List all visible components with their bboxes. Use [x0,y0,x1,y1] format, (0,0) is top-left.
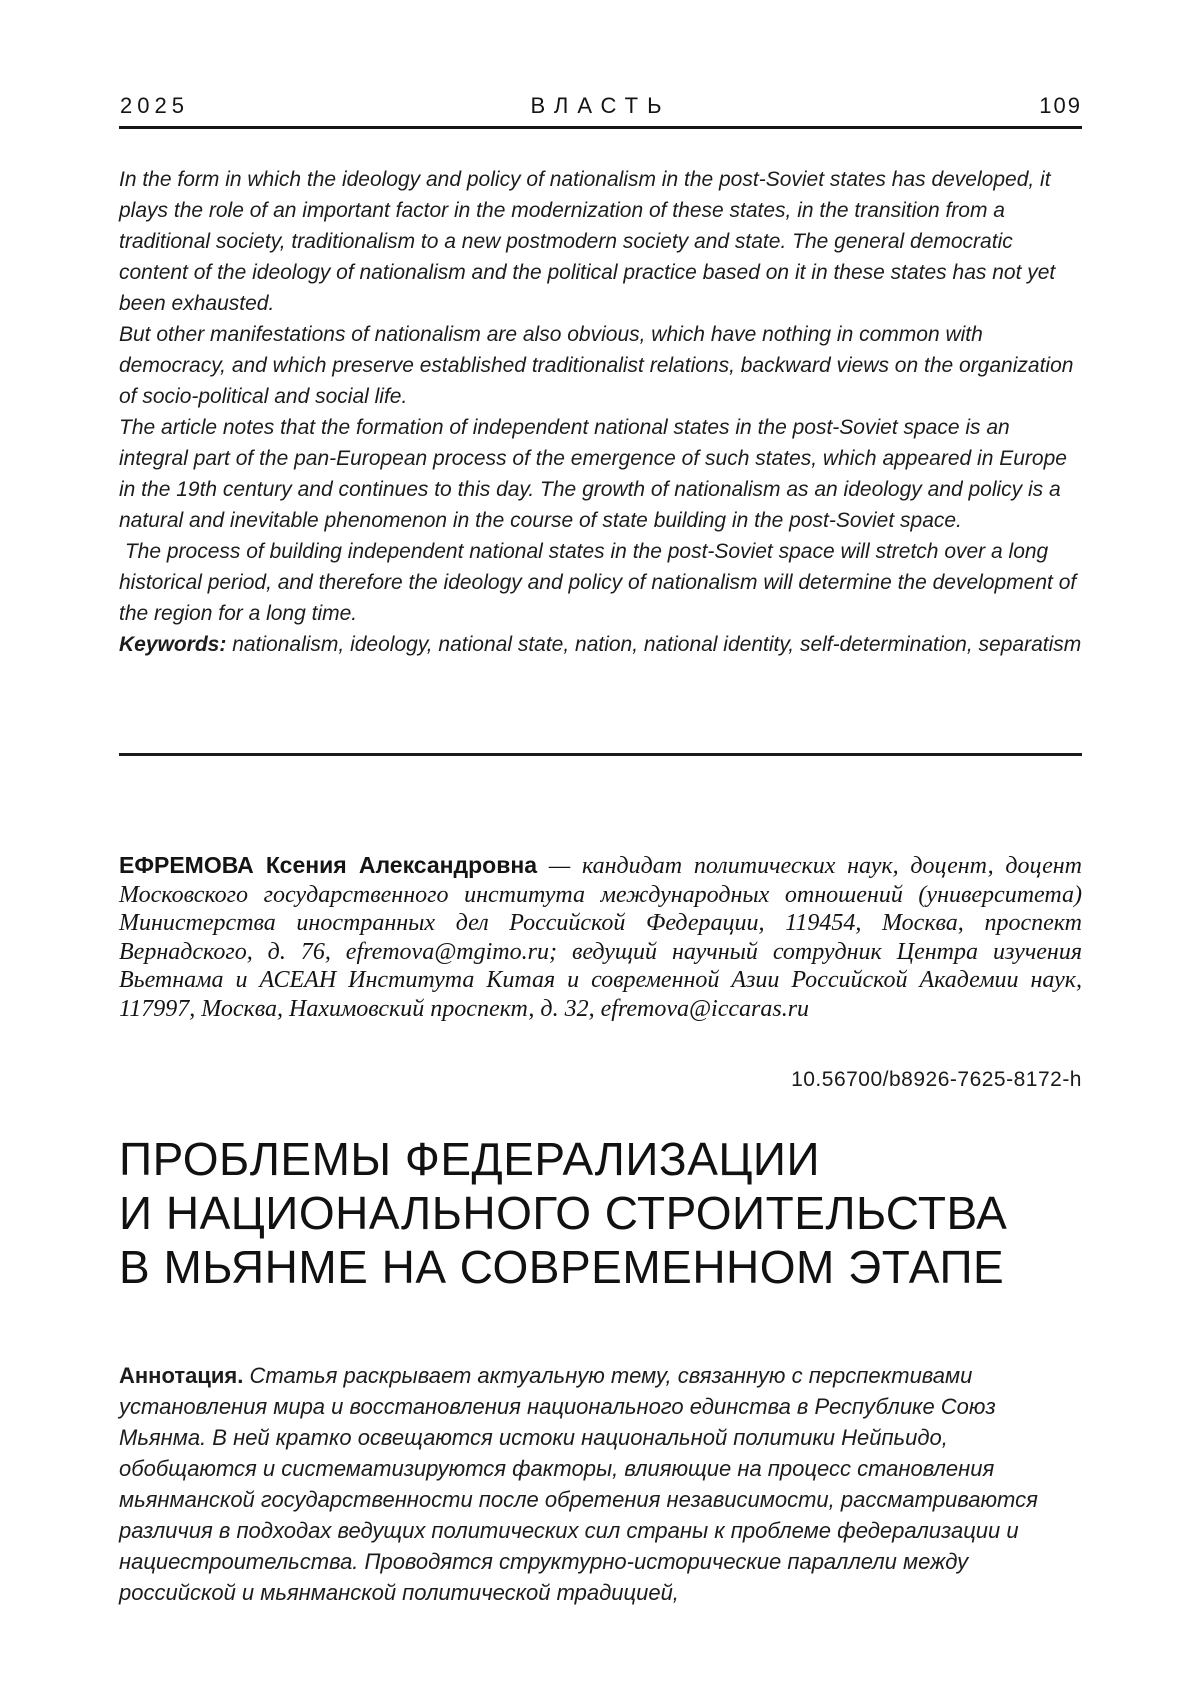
journal-title: ВЛАСТЬ [530,93,671,118]
article-title-line: И НАЦИОНАЛЬНОГО СТРОИТЕЛЬСТВА [119,1187,1008,1239]
abstract-paragraph: The process of building independent national states in the post-Soviet space will stretch over a long historical period, and therefore the ideology and policy of nationalism will determine the development of the region for a long time. [119,540,1083,625]
keywords-text: nationalism, ideology, national state, nation, national identity, self-determination, separatism [232,633,1082,656]
article-title-line: В МЬЯНМЕ НА СОВРЕМЕННОМ ЭТАПЕ [119,1241,1005,1293]
page-number: 109 [1039,93,1082,118]
keywords-line [119,629,1082,660]
abstract-paragraph: But other manifestations of nationalism are also obvious, which have nothing in common with democracy, and which preserve established traditionalist relations, backward views on the organization of socio-political and social life. [119,323,1080,408]
author-name: ЕФРЕМОВА Ксения Александровна [119,852,538,878]
keywords-label: Keywords: [119,633,227,656]
abstract-paragraph: In the form in which the ideology and policy of nationalism in the post-Soviet states has developed, it plays the role of an important factor in the modernization of these states, in the transition from a traditional society, traditionalism to a new postmodern society and state. The general democratic content of the ideology of nationalism and the political practice based on it in these states has not yet been exhausted. [119,168,1062,315]
article-title [119,1132,1082,1294]
doi: 10.56700/b8926-7625-8172-h [791,1068,1082,1091]
running-head [119,94,1082,129]
journal-page [119,0,1082,1703]
article-annotation [119,1360,1082,1608]
annotation-label: Аннотация. [119,1363,244,1388]
author-info [119,851,1082,1023]
abstract-paragraph: The article notes that the formation of independent national states in the post-Soviet space is an integral part of the pan-European process of the emergence of such states, which appeared in Europe in the 19th century and continues to this day. The growth of nationalism as an ideology and policy is a natural and inevitable phenomenon in the course of state building in the post-Soviet space. [119,416,1073,532]
annotation-text: Статья раскрывает актуальную тему, связанную с перспективами установления мира и восстановления национального единства в Республике Союз Мьянма. В ней кратко освещаются истоки национальной политики Нейпьидо, обобщаются и систематизируются факторы, влияющие на процесс становления мьянманской государственности после обретения независимости, рассматриваются различия в подходах ведущих политических сил страны к проблеме федерализации и нациестроительства. Проводятся структурно-исторические параллели между российской и мьянманской политической традицией, [119,1363,1038,1605]
author-bio: — кандидат политических наук, доцент, доцент Московского государственного института международных отношений (университета) Министерства иностранных дел Российской Федерации, 119454, Москва, проспект Вернадского, д. 76, efremova@mgimo.ru; ведущий научный сотрудник Центра изучения Вьетнама и АСЕАН Института Китая и современной Азии Российской Академии наук, 117997, Москва, Нахимовский проспект, д. 32, efremova@iccaras.ru [119,853,1083,1022]
article-title-line: ПРОБЛЕМЫ ФЕДЕРАЛИЗАЦИИ [119,1133,821,1185]
journal-year: 2025 [120,93,189,118]
english-abstract [119,164,1082,660]
section-divider-rule [119,753,1082,756]
